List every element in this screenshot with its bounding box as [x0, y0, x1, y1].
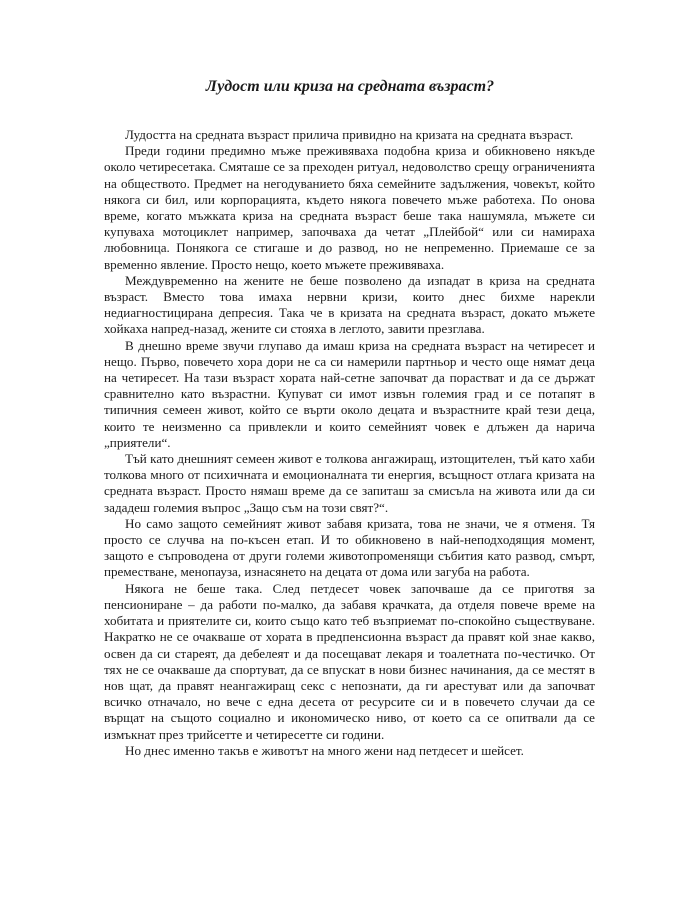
paragraph: Междувременно на жените не беше позволено да изпадат в криза на средната възраст. Вместо това имаха нервни кризи, които днес бихме нарекли недиагностицирана депресия. Така че в кризата на средната възраст, докато мъжете хойкаха напред-назад, жените си стояха в леглото, завити презглава.: [104, 272, 595, 337]
body-text: [104, 127, 595, 759]
paragraph: Тъй като днешният семеен живот е толкова ангажиращ, изтощителен, тъй като хаби толкова много от психичната и емоционалната ти енергия, всъщност отлага кризата на средната възраст. Просто нямаш време да се запиташ за смисъла на живота или да си зададеш големия въпрос „Защо съм на този свят?“.: [104, 451, 595, 515]
paragraph: Лудостта на средната възраст прилича привидно на кризата на средната възраст.: [125, 127, 574, 142]
paragraph: Някога не беше така. След петдесет човек започваше да се приготвя за пенсиониране – да работи по-малко, да забавя крачката, да отделя повече време на хобитата и приятелите си, които също като теб възприемат по-спокойно съществуване. Накратко не се очакваше от хората в предпенсионна възраст да правят кой знае какво, освен да си стареят, да дебелеят и да посещават лекаря и тоалетната по-честичко. От тях не се очакваше да спортуват, да се впускат в нови бизнес начинания, да се местят в нов щат, да правят неангажиращ секс с непознати, да ги арестуват или да започват всичко отначало, но вече с една десета от ресурсите си и в повечето случаи да се върщат на същото социално и икономическо ниво, от което са се опитвали да се измъкнат през трийсетте и четиресетте си години.: [104, 580, 595, 742]
chapter-title: Лудост или криза на средната възраст?: [205, 78, 495, 95]
paragraph: Преди години предимно мъже преживяваха подобна криза и обикновено някъде около четиресетака. Смяташе се за преходен ритуал, недоволство срещу ограниченията на обществото. Предмет на негодуванието бяха семейните задължения, човекът, който някога си бил, или корпорацията, където някога повечето мъже работеха. По онова време, когато мъжката криза на средната възраст беше така нашумяла, мъжете си купуваха мотоциклет например, започваха да четат „Плейбой“ или си намираха любовница. Понякога се стигаше и до развод, но не непременно. Приемаше се за временно явление. Просто нещо, което мъжете преживяваха.: [104, 143, 595, 272]
paragraph: Но днес именно такъв е животът на много жени над петдесет и шейсет.: [125, 742, 524, 758]
paragraph: В днешно време звучи глупаво да имаш криза на средната възраст на четиресет и нещо. Първо, повечето хора дори не са си намерили партньор и често още нямат деца на четиресет. На тази възраст хората най-сетне започват да порастват и да се държат сравнително като възрастни. Купуват си имот извън големия град и се потапят в типичния семеен живот, който се върти около децата и възрастните край тези деца, които те неизменно са привлекли и които семейният човек е длъжен да нарича „приятели“.: [104, 337, 595, 450]
paragraph: Но само защото семейният живот забавя кризата, това не значи, че я отменя. Тя просто се случва на по-късен етап. И то обикновено в най-неподходящия момент, защото е съпроводена от други големи животопроменящи събития като развод, смърт, преместване, менопауза, изнасянето на децата от дома или загуба на работа.: [104, 515, 595, 580]
